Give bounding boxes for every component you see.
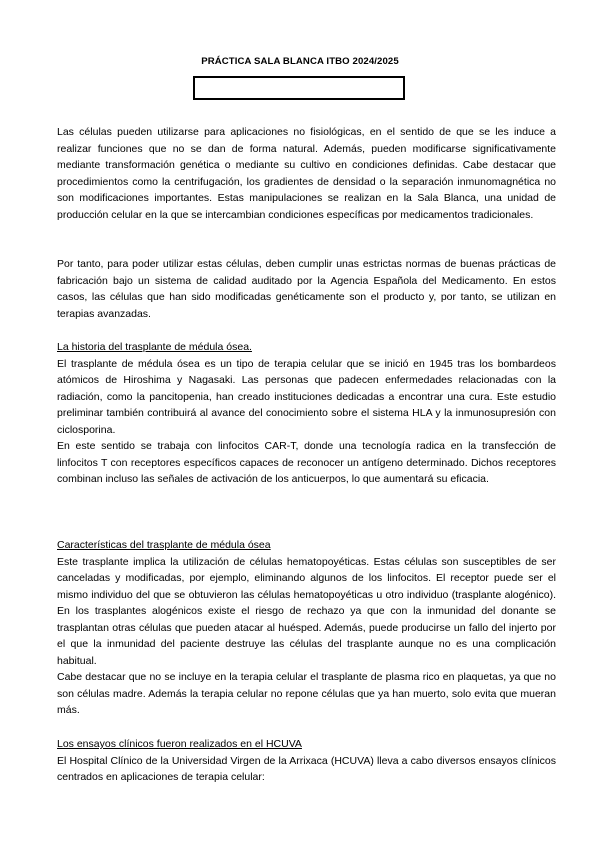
section-history-text-2: En este sentido se trabaja con linfocitos CAR-T, donde una tecnología radica en la transfección de linfocitos T con receptores específicos capaces de reconocer un antígeno determinado. Dichos receptores combinan incluso las señales de activación de los anticuerpos, lo que aumentará su eficacia.	[57, 440, 556, 485]
name-box	[193, 76, 405, 100]
section-characteristics	[57, 537, 556, 719]
section-characteristics-text-1: Este trasplante implica la utilización de células hematopoyéticas. Estas células son susceptibles de ser canceladas y modificadas, por ejemplo, eliminando algunos de los linfocitos. El receptor puede ser el mismo individuo del que se obtuvieron las células hematopoyéticas u otro individuo (trasplante alogénico). En los trasplantes alogénicos existe el riesgo de rechazo ya que con la inmunidad del donante se trasplantan otras células que pueden atacar al huésped. Además, puede producirse un fallo del injerto por el que la inmunidad del paciente destruye las células del trasplante aunque no es una complicación habitual.	[57, 555, 556, 667]
section-trials-heading: Los ensayos clínicos fueron realizados en el HCUVA	[57, 738, 302, 750]
intro-paragraph-2	[57, 256, 556, 322]
document-title: PRÁCTICA SALA BLANCA ITBO 2024/2025	[201, 56, 399, 67]
section-trials-text-1: El Hospital Clínico de la Universidad Virgen de la Arrixaca (HCUVA) lleva a cabo diversos ensayos clínicos centrados en aplicaciones de terapia celular:	[57, 754, 556, 783]
section-trials	[57, 736, 556, 786]
section-characteristics-text-2: Cabe destacar que no se incluye en la terapia celular el trasplante de plasma rico en plaquetas, ya que no son células madre. Además la terapia celular no repone células que ya han muerto, solo evita que mueran más.	[57, 671, 556, 716]
intro-text-2: Por tanto, para poder utilizar estas células, deben cumplir unas estrictas normas de buenas prácticas de fabricación bajo un sistema de calidad auditado por la Agencia Española del Medicamento. En estos casos, las células que han sido modificadas genéticamente son el producto y, por tanto, se utilizan en terapias avanzadas.	[57, 258, 556, 320]
section-characteristics-heading: Características del trasplante de médula ósea	[57, 539, 271, 551]
section-history-text-1: El trasplante de médula ósea es un tipo de terapia celular que se inició en 1945 tras los bombardeos atómicos de Hiroshima y Nagasaki. Las personas que padecen enfermedades relacionadas con la radiación, como la pancitopenia, han creado instituciones dedicadas a encontrar una cura. Este estudio preliminar también contribuirá al avance del conocimiento sobre el sistema HLA y la inmunosupresión con ciclosporina.	[57, 357, 556, 436]
section-history-heading: La historia del trasplante de médula ósea.	[57, 341, 252, 353]
intro-text-1: Las células pueden utilizarse para aplicaciones no fisiológicas, en el sentido de que se les induce a realizar funciones que no se dan de forma natural. Además, pueden modificarse significativamente mediante transformación genética o mediante su cultivo en condiciones definidas. Cabe destacar que procedimientos como la centrifugación, los gradientes de densidad o la separación inmunomagnética no son modificaciones importantes. Estas manipulaciones se realizan en la Sala Blanca, una unidad de producción celular en la que se intercambian condiciones específicas por medicamentos tradicionales.	[57, 126, 556, 221]
intro-paragraph-1	[57, 124, 556, 223]
section-history	[57, 339, 556, 488]
